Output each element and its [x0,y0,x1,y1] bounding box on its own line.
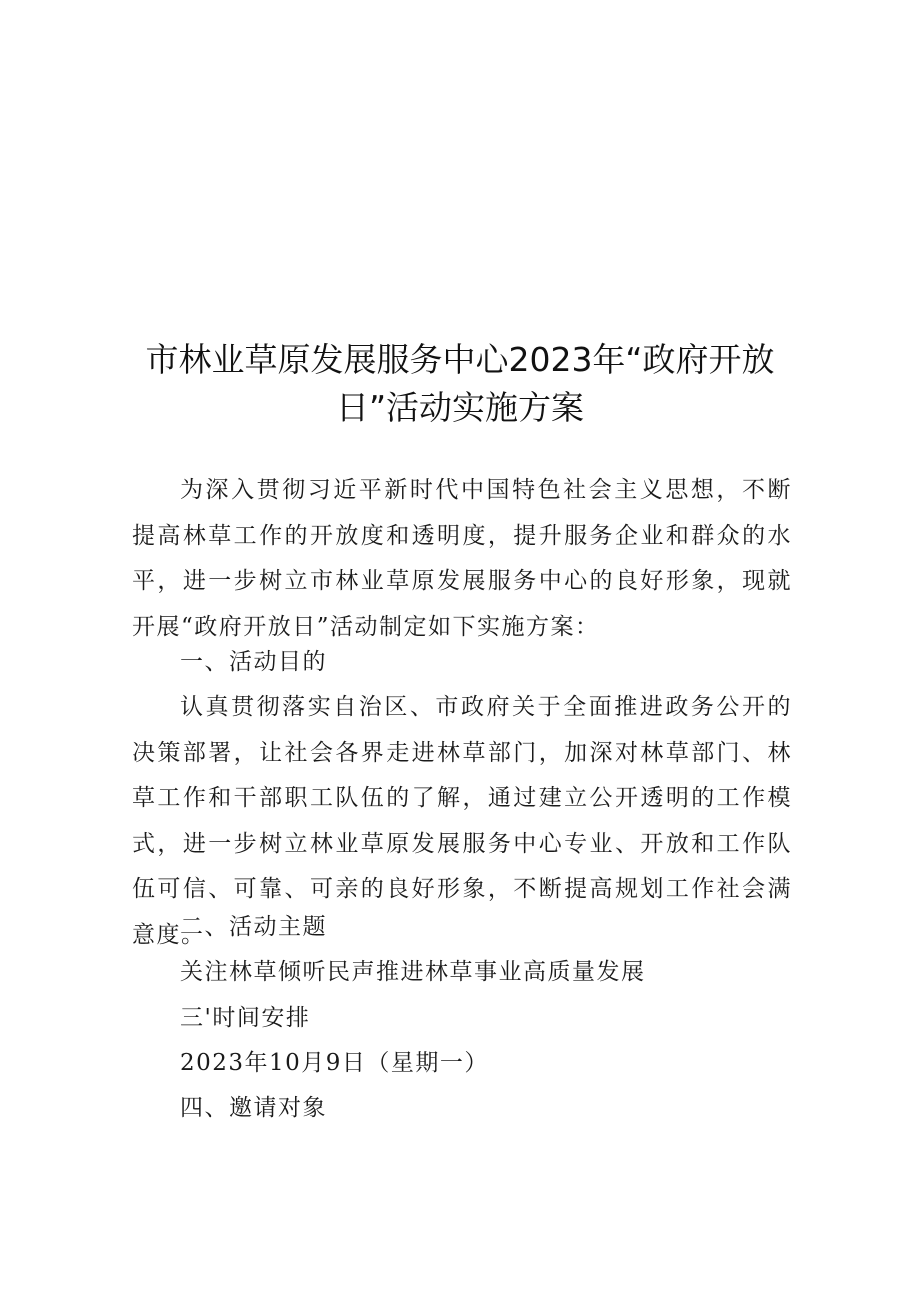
document-title-line-1: 市林业草原发展服务中心2023年“政府开放 [145,340,775,379]
section-1-heading: 一、活动目的 [180,649,327,675]
document-title-line-2: 日”活动实施方案 [335,388,585,427]
section-1-body: 认真贯彻落实自治区、市政府关于全面推进政务公开的决策部署，让社会各界走进林草部门，加深对林草部门、林草工作和干部职工队伍的了解，通过建立公开透明的工作模式，进一步树立林业草原发展服务中心专业、开放和工作队伍可信、可靠、可亲的良好形象，不断提高规划工作社会满意度。 [132,694,792,948]
section-3-body: 2023年10月9日（星期一） [180,1050,489,1076]
section-3-heading: 三'时间安排 [180,1005,311,1031]
intro-paragraph: 为深入贯彻习近平新时代中国特色社会主义思想，不断提高林草工作的开放度和透明度，提升服务企业和群众的水平，进一步树立市林业草原发展服务中心的良好形象，现就开展“政府开放日”活动制定如下实施方案： [132,477,792,640]
section-4-heading: 四、邀请对象 [180,1095,327,1121]
section-2-body: 关注林草倾听民声推进林草事业高质量发展 [180,959,646,985]
section-2-heading: 二、活动主题 [180,914,327,940]
